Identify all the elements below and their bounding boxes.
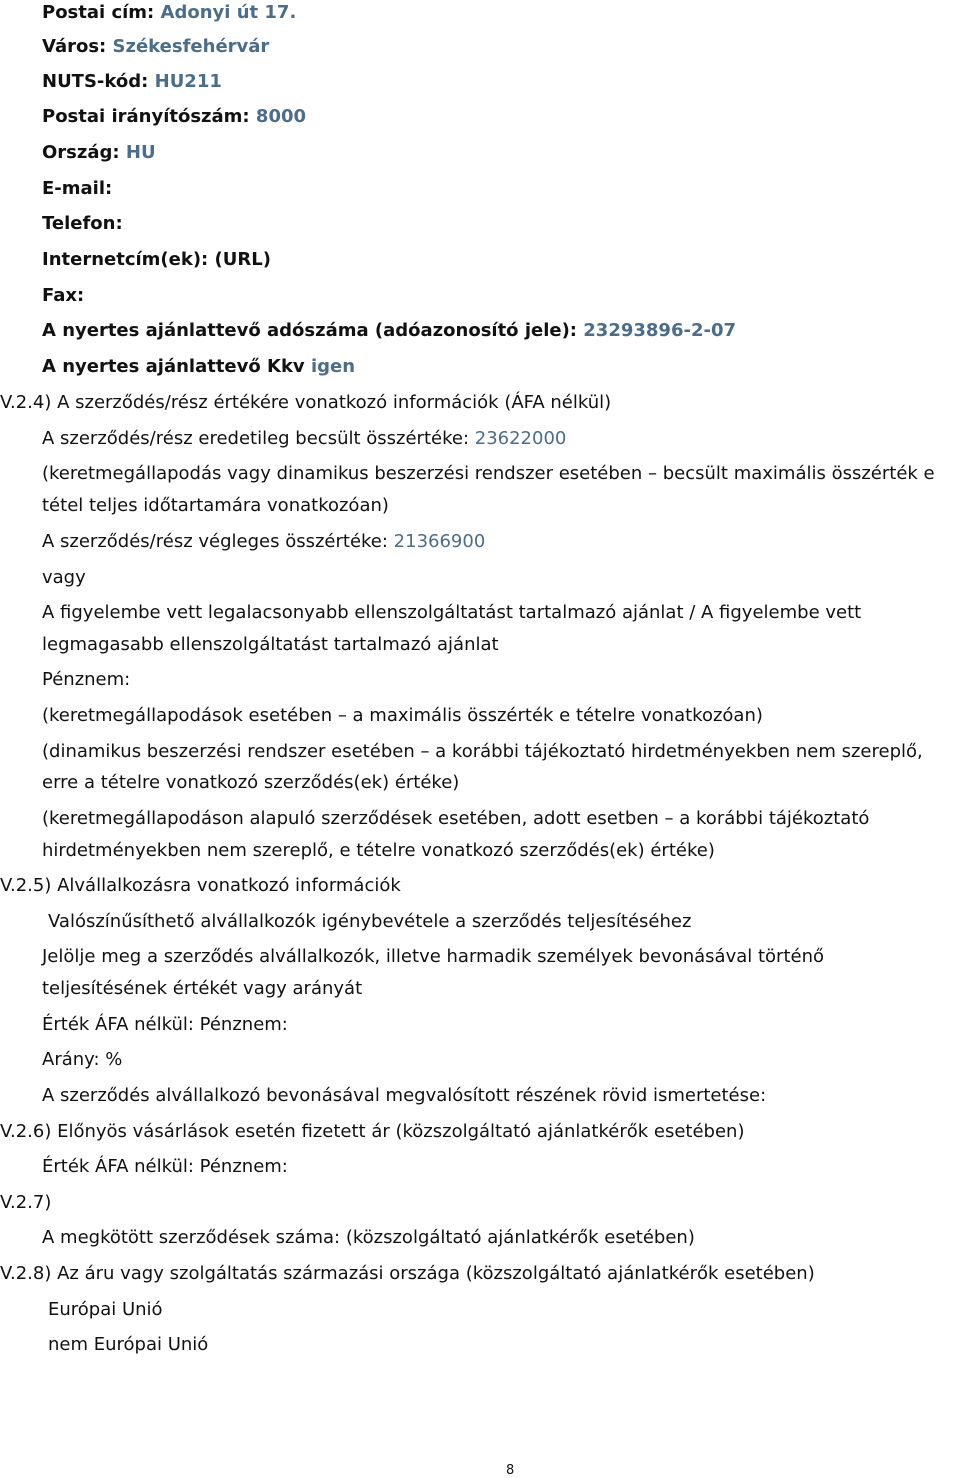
sme-label: A nyertes ajánlattevő Kkv bbox=[42, 356, 305, 377]
country-label: Ország: bbox=[42, 142, 120, 163]
bargain-value-label: Érték ÁFA nélkül: Pénznem: bbox=[42, 1156, 288, 1177]
url-field bbox=[42, 251, 271, 269]
framework-max-note: (keretmegállapodások esetében – a maximális összérték e tételre vonatkozóan) bbox=[42, 705, 763, 726]
country-value: HU bbox=[125, 142, 156, 163]
postal-address-field bbox=[42, 4, 296, 22]
subcontract-description-label: A szerződés alvállalkozó bevonásával megvalósított részének rövid ismertetése: bbox=[42, 1085, 767, 1106]
final-value: 21366900 bbox=[393, 531, 486, 552]
fax-label: Fax: bbox=[42, 285, 85, 306]
estimated-value: 23622000 bbox=[474, 428, 567, 449]
subcontract-value-label: Érték ÁFA nélkül: Pénznem: bbox=[42, 1014, 288, 1035]
subcontract-ratio-label: Arány: % bbox=[42, 1049, 123, 1070]
subcontract-mark-line-1: Jelölje meg a szerződés alvállalkozók, illetve harmadik személyek bevonásával történő bbox=[42, 946, 824, 967]
section-v28-heading: V.2.8) Az áru vagy szolgáltatás származási országa (közszolgáltató ajánlatkérők esetében) bbox=[0, 1263, 815, 1284]
likely-subcontractors-text: Valószínűsíthető alvállalkozók igénybevétele a szerződés teljesítéséhez bbox=[48, 911, 692, 932]
dynamic-note-line-1: (dinamikus beszerzési rendszer esetében – a korábbi tájékoztató hirdetményekben nem szereplő, bbox=[42, 741, 923, 762]
email-label: E-mail: bbox=[42, 178, 113, 199]
dynamic-note-line-2: erre a tételre vonatkozó szerződés(ek) értéke) bbox=[42, 772, 460, 793]
postal-address-value: Adonyi út 17. bbox=[160, 2, 297, 23]
origin-option-non-eu: nem Európai Unió bbox=[48, 1334, 209, 1355]
offer-line-1: A figyelembe vett legalacsonyabb ellenszolgáltatást tartalmazó ajánlat / A figyelembe vett bbox=[42, 602, 862, 623]
section-v27-heading: V.2.7) bbox=[0, 1192, 52, 1213]
tax-number-value: 23293896-2-07 bbox=[583, 320, 736, 341]
city-value: Székesfehérvár bbox=[112, 36, 270, 57]
email-field bbox=[42, 180, 112, 198]
based-contracts-note-line-1: (keretmegállapodáson alapuló szerződések esetében, adott esetben – a korábbi tájékoztató bbox=[42, 808, 870, 829]
postal-address-label: Postai cím: bbox=[42, 2, 155, 23]
contracts-count-label: A megkötött szerződések száma: (közszolgáltató ajánlatkérők esetében) bbox=[42, 1227, 695, 1248]
final-value-row bbox=[42, 533, 485, 551]
section-v24-heading: V.2.4) A szerződés/rész értékére vonatkozó információk (ÁFA nélkül) bbox=[0, 392, 612, 413]
city-field bbox=[42, 38, 269, 56]
estimated-value-row bbox=[42, 430, 566, 448]
final-value-label: A szerződés/rész végleges összértéke: bbox=[42, 531, 388, 552]
estimated-value-label: A szerződés/rész eredetileg becsült összértéke: bbox=[42, 428, 470, 449]
page-number: 8 bbox=[506, 1463, 515, 1478]
tax-number-field bbox=[42, 322, 736, 340]
framework-note-line-2: tétel teljes időtartamára vonatkozóan) bbox=[42, 495, 389, 516]
origin-option-eu: Európai Unió bbox=[48, 1299, 163, 1320]
framework-note-line-1: (keretmegállapodás vagy dinamikus beszerzési rendszer esetében – becsült maximális összérték e bbox=[42, 463, 935, 484]
country-field bbox=[42, 144, 156, 162]
postal-code-label: Postai irányítószám: bbox=[42, 106, 250, 127]
subcontract-mark-line-2: teljesítésének értékét vagy arányát bbox=[42, 978, 363, 999]
based-contracts-note-line-2: hirdetményekben nem szereplő, e tételre vonatkozó szerződés(ek) értéke) bbox=[42, 840, 715, 861]
sme-value: igen bbox=[310, 356, 356, 377]
phone-label: Telefon: bbox=[42, 213, 123, 234]
city-label: Város: bbox=[42, 36, 107, 57]
phone-field bbox=[42, 215, 123, 233]
postal-code-field bbox=[42, 108, 306, 126]
section-v25-heading: V.2.5) Alvállalkozásra vonatkozó információk bbox=[0, 875, 401, 896]
currency-label: Pénznem: bbox=[42, 669, 131, 690]
sme-field bbox=[42, 358, 355, 376]
nuts-code-value: HU211 bbox=[154, 71, 222, 92]
postal-code-value: 8000 bbox=[255, 106, 307, 127]
url-label: Internetcím(ek): (URL) bbox=[42, 249, 271, 270]
tax-number-label: A nyertes ajánlattevő adószáma (adóazonosító jele): bbox=[42, 320, 577, 341]
nuts-code-label: NUTS-kód: bbox=[42, 71, 149, 92]
section-v26-heading: V.2.6) Előnyös vásárlások esetén fizetett ár (közszolgáltató ajánlatkérők esetében) bbox=[0, 1121, 745, 1142]
fax-field bbox=[42, 287, 84, 305]
offer-line-2: legmagasabb ellenszolgáltatást tartalmazó ajánlat bbox=[42, 634, 499, 655]
or-text: vagy bbox=[42, 567, 86, 588]
nuts-code-field bbox=[42, 73, 222, 91]
